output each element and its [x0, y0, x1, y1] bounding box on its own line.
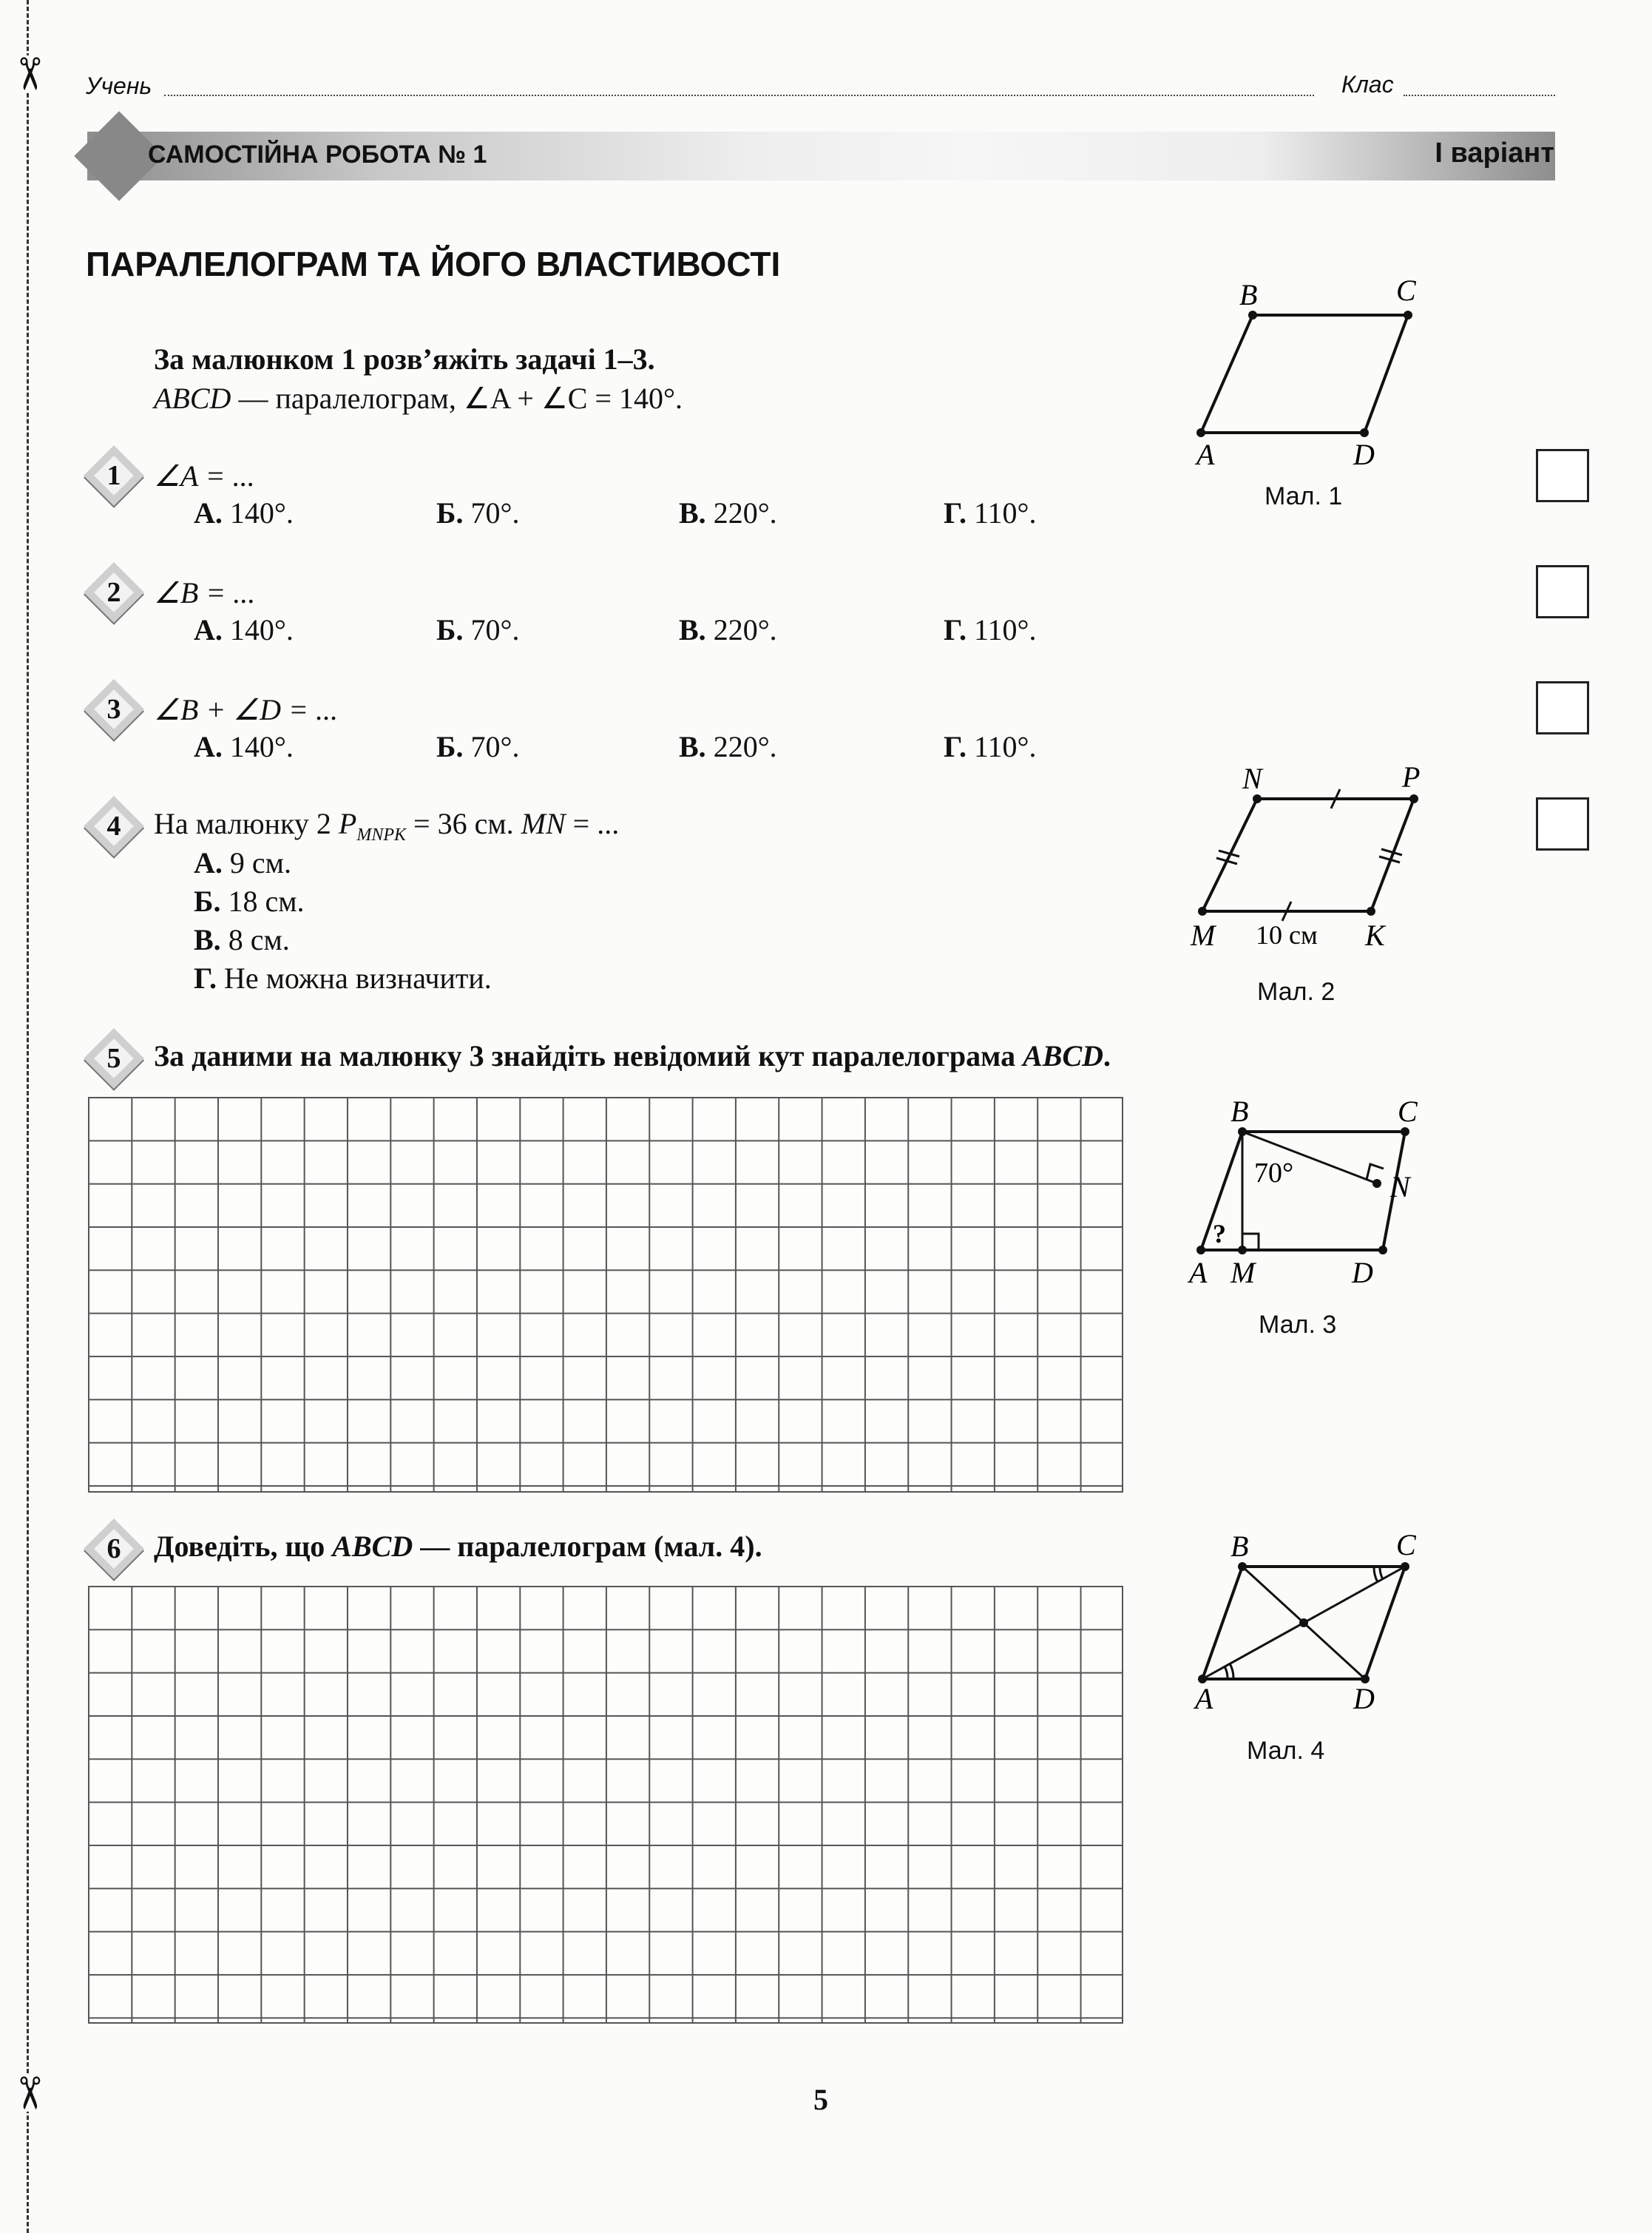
- answer-box-1[interactable]: [1536, 449, 1589, 502]
- fig3-unknown-label: ?: [1213, 1219, 1226, 1249]
- task-number-badge: 6: [92, 1527, 135, 1570]
- fig4-label-c: C: [1396, 1528, 1416, 1561]
- fig3-label-d: D: [1352, 1256, 1373, 1289]
- fig4-label-b: B: [1230, 1530, 1249, 1563]
- answer-box-2[interactable]: [1536, 565, 1589, 618]
- page-number: 5: [813, 2083, 828, 2116]
- class-field[interactable]: [1404, 95, 1555, 96]
- fig2-label-m: M: [1191, 919, 1216, 952]
- intro-line-2: ABCD — паралелограм, ∠A + ∠C = 140°.: [154, 382, 683, 415]
- task-6-text: Доведіть, що ABCD — паралелограм (мал. 4).: [154, 1530, 762, 1563]
- task-4-question: На малюнку 2 $P_{MNPK} = 36$ см. MN = ...: [154, 807, 620, 845]
- figure-2-parallelogram: [1183, 754, 1449, 962]
- task-2-option-d[interactable]: Г. 110°.: [944, 613, 1037, 646]
- figure-1-parallelogram: [1183, 274, 1449, 481]
- task-1-option-d[interactable]: Г. 110°.: [944, 496, 1037, 530]
- task-3-question: ∠B + ∠D = ...: [154, 693, 339, 726]
- task-3-option-c[interactable]: В. 220°.: [679, 730, 777, 763]
- fig3-label-a: A: [1189, 1256, 1208, 1289]
- task-5-text: За даними на малюнку 3 знайдіть невідомий кут паралелограма ABCD.: [154, 1039, 1111, 1072]
- cut-line: [27, 0, 29, 2233]
- student-name-field[interactable]: [164, 95, 1314, 96]
- fig3-label-c: C: [1398, 1095, 1418, 1128]
- answer-grid-6[interactable]: [88, 1586, 1123, 2024]
- task-3-option-a[interactable]: А. 140°.: [194, 730, 294, 763]
- scissors-icon: ✂: [3, 55, 55, 93]
- fig1-label-a: A: [1196, 438, 1215, 471]
- fig1-label-c: C: [1396, 274, 1416, 307]
- fig4-label-a: A: [1195, 1682, 1213, 1715]
- task-number-badge: 4: [92, 805, 135, 848]
- fig2-side-label: 10 см: [1256, 920, 1318, 950]
- task-4-option-c[interactable]: В. 8 см.: [194, 923, 290, 956]
- banner-variant: І варіант: [1435, 138, 1554, 169]
- student-label: Учень: [86, 72, 152, 99]
- fig3-angle-label: 70°: [1254, 1158, 1294, 1189]
- task-1-option-c[interactable]: В. 220°.: [679, 496, 777, 530]
- fig3-label-n: N: [1390, 1170, 1410, 1203]
- task-2-option-a[interactable]: А. 140°.: [194, 613, 294, 646]
- task-3-option-b[interactable]: Б. 70°.: [436, 730, 520, 763]
- task-number-badge: 1: [92, 454, 135, 497]
- task-number-badge: 3: [92, 688, 135, 731]
- task-number-badge: 2: [92, 571, 135, 614]
- task-2-option-b[interactable]: Б. 70°.: [436, 613, 520, 646]
- answer-box-3[interactable]: [1536, 681, 1589, 734]
- fig3-label-b: B: [1230, 1095, 1249, 1128]
- task-2-question: ∠B = ...: [154, 576, 256, 609]
- task-1-option-a[interactable]: А. 140°.: [194, 496, 294, 530]
- task-1-option-b[interactable]: Б. 70°.: [436, 496, 520, 530]
- task-4-option-b[interactable]: Б. 18 см.: [194, 885, 305, 918]
- fig2-label-n: N: [1242, 762, 1262, 795]
- fig1-label-d: D: [1353, 438, 1375, 471]
- task-3-option-d[interactable]: Г. 110°.: [944, 730, 1037, 763]
- figure-3-parallelogram: [1183, 1087, 1449, 1294]
- fig2-label-k: K: [1365, 919, 1385, 952]
- figure-1-caption: Мал. 1: [1265, 482, 1343, 510]
- page-title: ПАРАЛЕЛОГРАМ ТА ЙОГО ВЛАСТИВОСТІ: [86, 245, 781, 283]
- banner-title: САМОСТІЙНА РОБОТА № 1: [148, 141, 487, 169]
- task-4-option-a[interactable]: А. 9 см.: [194, 846, 291, 879]
- answer-grid-5[interactable]: [88, 1097, 1123, 1493]
- task-1-question: ∠A = ...: [154, 459, 255, 493]
- fig1-label-b: B: [1239, 278, 1258, 311]
- fig4-label-d: D: [1353, 1682, 1375, 1715]
- figure-4-parallelogram: [1183, 1524, 1449, 1731]
- task-4-option-d[interactable]: Г. Не можна визначити.: [194, 962, 492, 995]
- figure-4-caption: Мал. 4: [1247, 1737, 1325, 1765]
- figure-2-caption: Мал. 2: [1257, 978, 1336, 1006]
- class-label: Клас: [1341, 71, 1394, 98]
- fig2-label-p: P: [1402, 760, 1421, 794]
- task-2-option-c[interactable]: В. 220°.: [679, 613, 777, 646]
- scissors-icon: ✂: [3, 2074, 55, 2112]
- intro-line-1: За малюнком 1 розв’яжіть задачі 1–3.: [154, 342, 655, 376]
- task-number-badge: 5: [92, 1037, 135, 1080]
- answer-box-4[interactable]: [1536, 797, 1589, 851]
- figure-3-caption: Мал. 3: [1259, 1311, 1337, 1339]
- fig3-label-m: M: [1230, 1256, 1256, 1289]
